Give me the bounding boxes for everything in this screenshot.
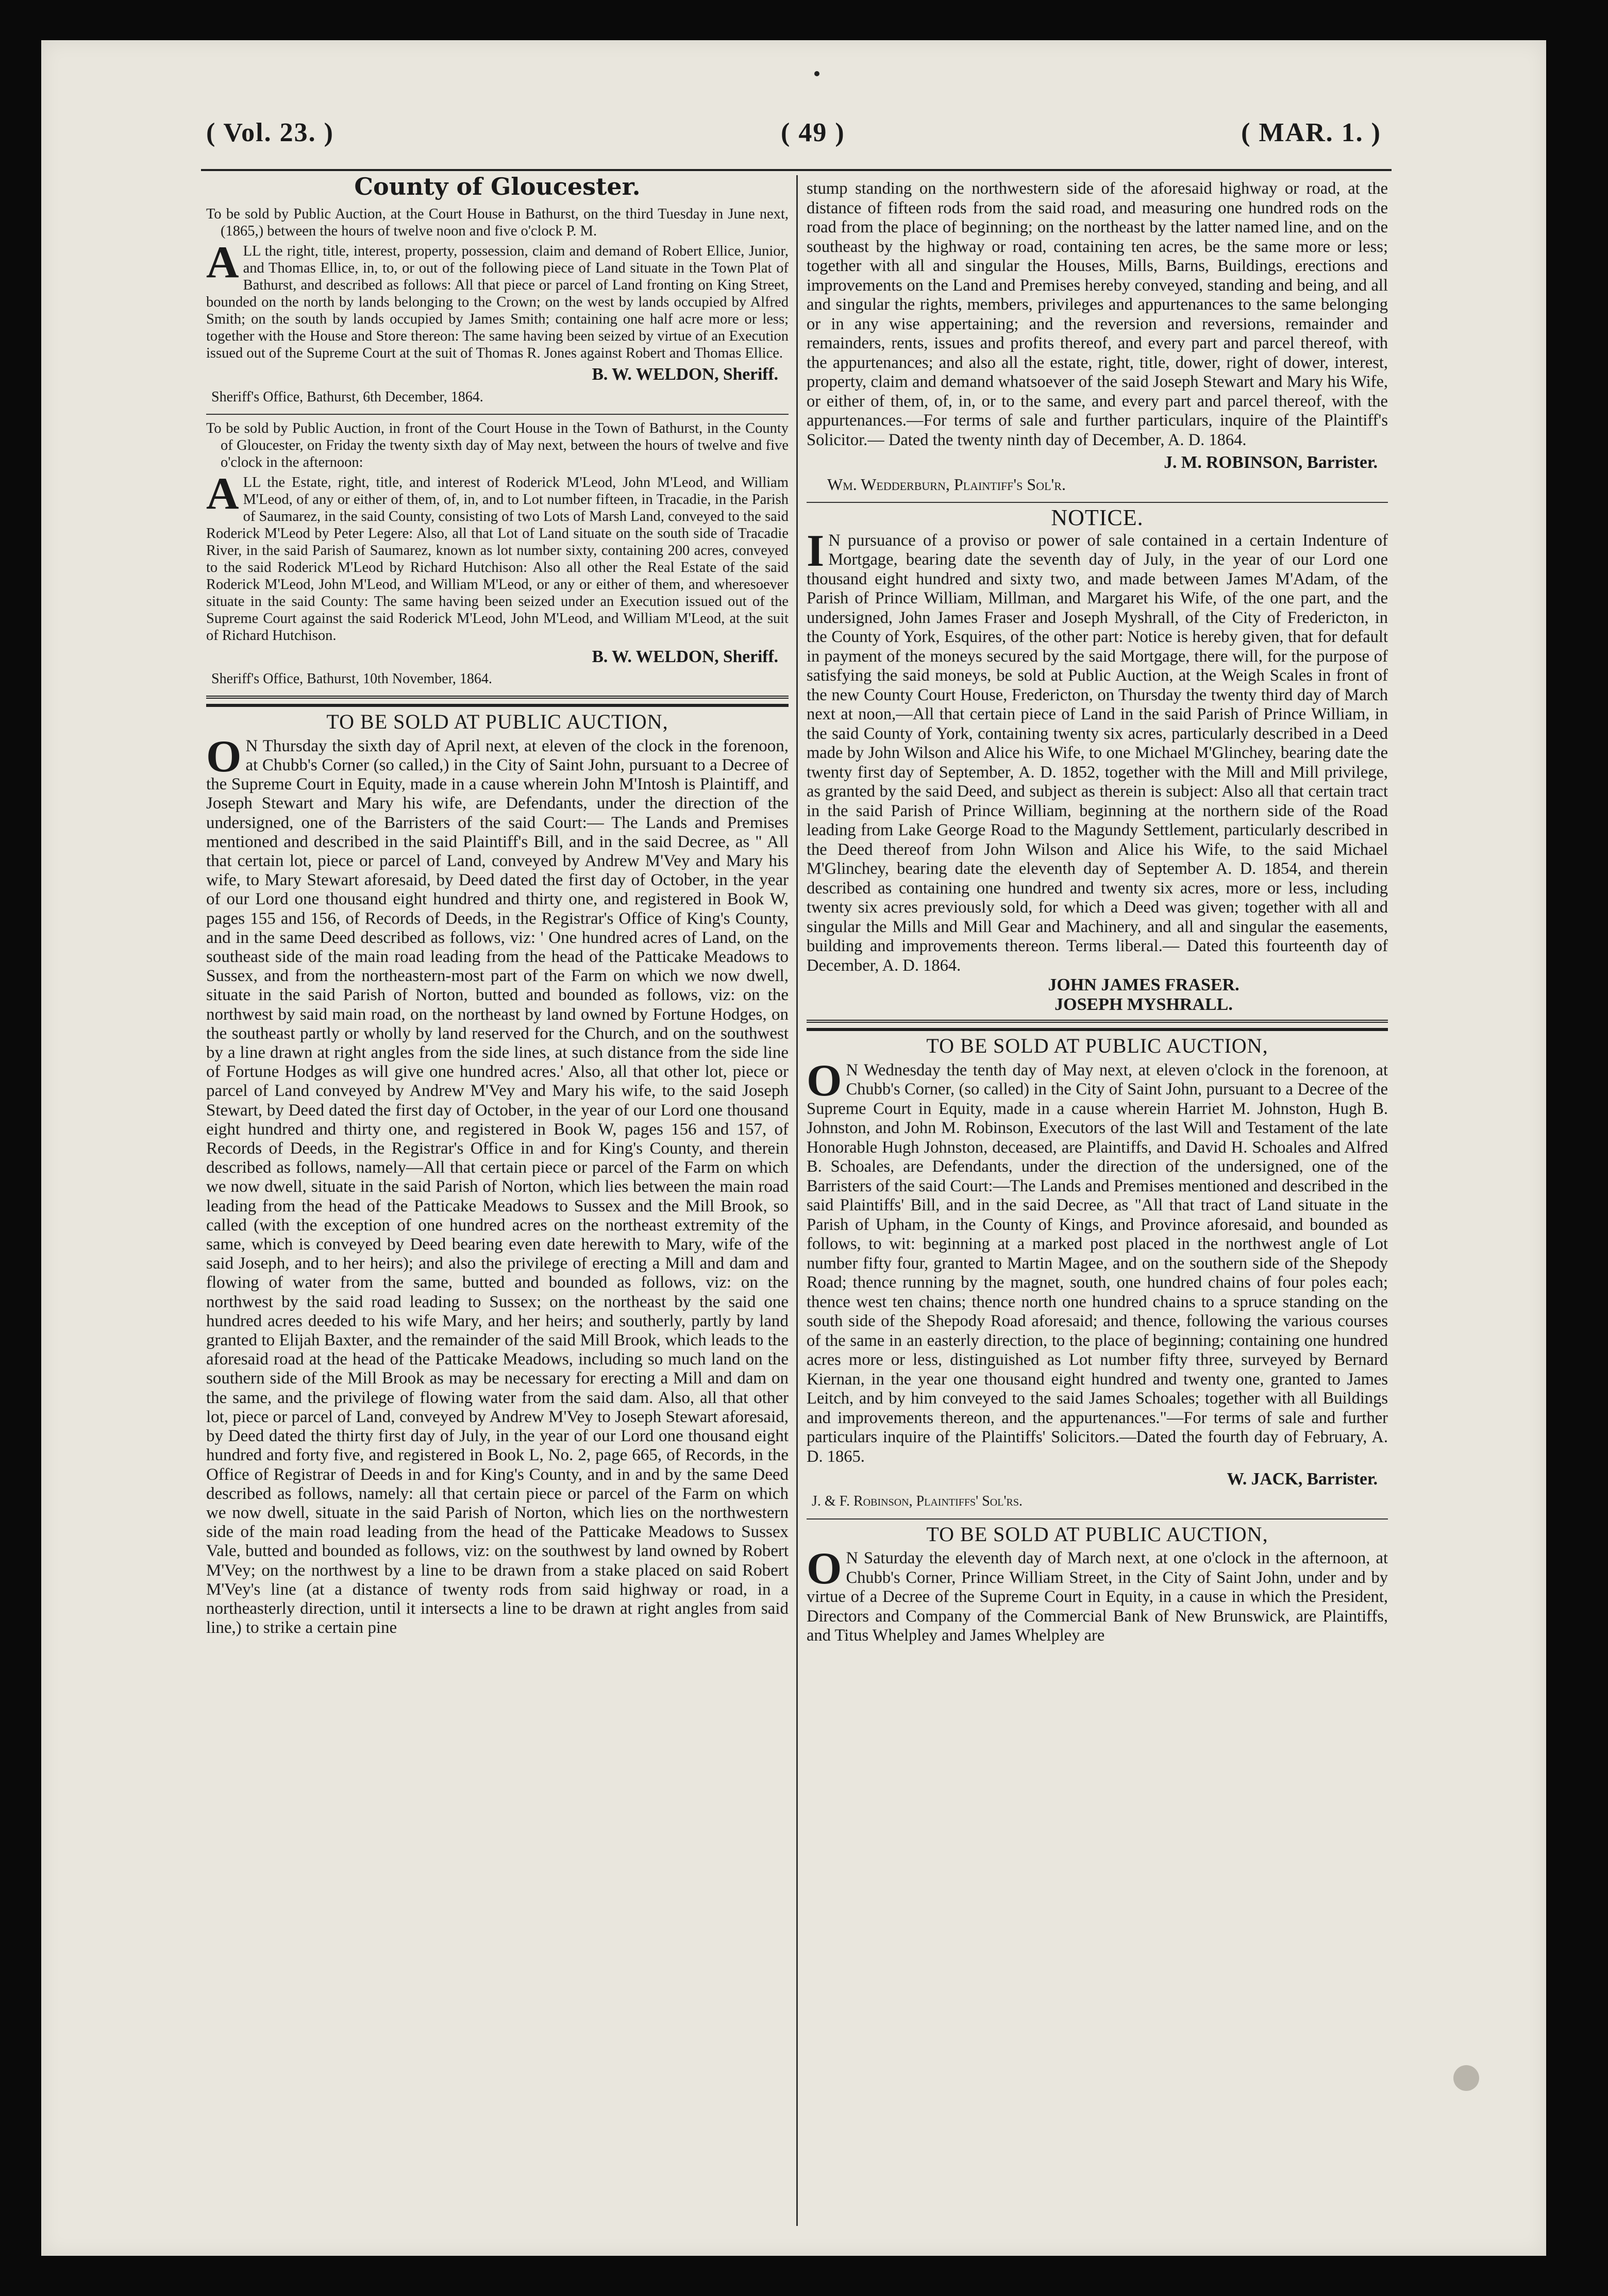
ad3-solicitor: Wm. Wedderburn, Plaintiff's Sol'r. <box>827 475 1066 494</box>
column-divider <box>796 175 798 2226</box>
ad2-body <box>206 468 789 644</box>
county-title: County of Gloucester. <box>354 173 641 200</box>
ad2-text: LL the Estate, right, title, and interest of Roderick M'Leod, John M'Leod, and William M'Leod, of any or either of them, of, in, and to Lot number fifteen, in Tracadie, in the Parish of Saumarez, in the said County, consisting of two Lots of Marsh Land, conveyed to the said Roderick M'Leod by Peter Legere: Also, all that Lot of Land situate on the south side of Tracadie River, in the said Parish of Saumarez, known as lot number sixty, containing 200 acres, conveyed to the said Roderick M'Leod by Richard Hutchison: Also all other the Real Estate of the said Roderick M'Leod, John M'Leod, and William M'Leod, or any or either of them, and wheresoever situate in the said County: The same having been seized under an Execution issued out of the Supreme Court against the said Roderick M'Leod, John M'Leod, and William M'Leod, at the suit of Richard Hutchison. <box>206 474 789 644</box>
ad5-dropcap: O <box>807 1544 842 1594</box>
ad2-intro: To be sold by Public Auction, in front of the Court House in the Town of Bathurst, in the County of Gloucester, on Friday the twenty sixth day of May next, between the hours of twelve and five o'clock in the afternoon: <box>206 420 789 470</box>
ad1-divider <box>206 414 789 415</box>
ad5-body <box>807 1544 1388 1646</box>
right-column <box>807 179 1388 1646</box>
ad5-title: TO BE SOLD AT PUBLIC AUCTION, <box>926 1522 1268 1546</box>
ad3-body <box>206 731 789 1638</box>
ad4-divider <box>807 1518 1388 1520</box>
ad3-text: N Thursday the sixth day of April next, at eleven of the clock in the forenoon, at Chubb's Corner (so called,) in the City of Saint John, pursuant to a Decree of the Supreme Court in Equity, made in a cause wherein John M'Intosh is Plaintiff, and Joseph Stewart and Mary his wife, are Defendants, under the direction of the undersigned, one of the Barristers of the said Court:— The Lands and Premises mentioned and described in the said Plaintiff's Bill, and in the said Decree, as " All that certain lot, piece or parcel of Land, conveyed by Andrew M'Vey and Mary his wife, to Mary Stewart aforesaid, by Deed dated the first day of October, in the year of our Lord one thousand eight hundred and thirty one, and registered in Book W, pages 155 and 156, of Records of Deeds, in the Registrar's Office of King's County, and in the same Deed described as follows, viz: ' One hundred acres of Land, on the southeast side of the main road leading from the head of the Patticake Meadows to Sussex, and from the northeastern-most part of the Farm on which we now dwell, situate in the said Parish of Norton, butted and bounded as follows, viz: on the northwest by said main road, on the northeast by land owned by Fortune Hodges, on the southeast partly or wholly by land reserved for the Church, and on the southwest by a line drawn at right angles from the side lines, at such distance from the side line of Fortune Hodges as will give one hundred acres.' Also, all that other lot, piece or parcel of Land conveyed by Andrew M'Vey and Mary his wife, to the said Joseph Stewart, by Deed dated the first day of October, in the year of our Lord one thousand eight hundred and thirty one, and registered in Book W, pages 156 and 157, of Records of Deeds, in the Registrar's Office in and for King's County, and therein described as follows, namely—All that certain piece or parcel of the Farm on which we now dwell, situate in the said Parish of Norton, which lies between the main road leading from the head of the Patticake Meadows to Sussex and the Mill Brook, so called (with the exception of one hundred acres on the northeast extremity of the same, which is conveyed by Deed bearing even date herewith to Mary, wife of the said Joseph, and to her heirs); and also the privilege of erecting a Mill and dam and flowing of water from the same, butted and bounded as follows, viz: on the northwest by the said road leading to Sussex; on the northeast by the said one hundred acres deeded to his wife Mary, and her heirs; and southerly, partly by land granted to Elijah Baxter, and the remainder of the said Mill Brook, which leads to the aforesaid road at the head of the Patticake Meadows, including so much land on the southern side of the Mill Brook as may be necessary for erecting a Mill and dam on the same, and the privilege of flowing water from the said dam. Also, all that other lot, piece or parcel of Land, conveyed by Andrew M'Vey to Joseph Stewart aforesaid, by Deed dated the thirty first day of July, in the year of our Lord one thousand eight hundred and forty five, and registered in Book L, No. 2, page 665, of Records, in the Office of Registrar of Deeds in and for King's County, and in and by the same Deed described as follows, namely: all that certain piece or parcel of the Farm on which we now dwell, situate in the said Parish of Norton, which lies on the northwestern side of the main road leading from the head of the Patticake Meadows to Sussex Vale, butted and bounded as follows, viz: on the southwest by land owned by Robert M'Vey; on the northwest by a line to be drawn from a stake placed on said Robert M'Vey's line (at a distance of twenty rods from said highway or road, in a northeasterly direction, until it intersects a line to be drawn at right angles from said line,) to strike a certain pine <box>206 736 789 1637</box>
notice-dropcap: I <box>807 526 825 576</box>
header-rule <box>201 169 1392 171</box>
ad1-intro: To be sold by Public Auction, at the Court House in Bathurst, on the third Tuesday in June next, (1865,) between the hours of twelve noon and five o'clock P. M. <box>206 206 789 240</box>
ad4-dropcap: O <box>807 1055 842 1106</box>
ad4-body <box>807 1055 1388 1467</box>
notice-signature-2: JOSEPH MYSHRALL. <box>1054 995 1233 1015</box>
ad2-dropcap: A <box>206 468 239 519</box>
ad1-office: Sheriff's Office, Bathurst, 6th December, 1864. <box>211 389 483 405</box>
left-column <box>206 175 789 1637</box>
ad3-dropcap: O <box>206 731 242 782</box>
ad4-solicitor: J. & F. Robinson, Plaintiffs' Sol'rs. <box>812 1493 1023 1510</box>
ad4-text: N Wednesday the tenth day of May next, at eleven o'clock in the forenoon, at Chubb's Corner, (so called) in the City of Saint John, pursuant to a Decree of the Supreme Court in Equity, made in a cause wherein Harriet M. Johnston, Hugh B. Johnston, and John M. Robinson, Executors of the last Will and Testament of the late Honorable Hugh Johnston, deceased, are Plaintiffs, and David H. Schoales and Alfred B. Schoales, are Defendants, under the direction of the undersigned, one of the Barristers of the said Court:—The Lands and Premises mentioned and described in the said Plaintiffs' Bill, and in the said Decree, as "All that tract of Land situate in the Parish of Upham, in the County of Kings, and Province aforesaid, and bounded as follows, to wit: beginning at a marked post placed in the northwest angle of Lot number fifty four, granted to Martin Magee, and on the southern side of the Shepody Road; thence running by the magnet, south, one hundred chains of four poles each; thence west ten chains; thence north one hundred chains to a spruce standing on the south side of the Shepody Road aforesaid; and thence, following the various courses of the same in an easterly direction, to the place of beginning; containing one hundred acres more or less, distinguished as Lot number fifty three, surveyed by Bernard Kiernan, in the year one thousand eight hundred and twenty one, granted to James Leitch, and by him conveyed to the said James Schoales; together with all Buildings and improvements thereon, and the appurtenances."—For terms of sale and further particulars inquire of the Plaintiffs' Solicitors.—Dated the fourth day of February, A. D. 1865. <box>807 1060 1388 1466</box>
ad1-signature: B. W. WELDON, Sheriff. <box>592 365 778 384</box>
ad3-continuation: stump standing on the northwestern side of the aforesaid highway or road, at the distance of fifteen rods from the said road, and measuring one hundred rods on the road from the place of beginning; on the northeast by the latter named line, and on the southeast by the highway or road, containing ten acres, be the same more or less; together with all and singular the Houses, Mills, Barns, Buildings, erections and improvements on the Land and Premises hereby conveyed, standing and being, and all and singular the rights, members, privileges and appurtenances to the same belonging or in any wise appertaining; and the reversion and reversions, remainder and remainders, rents, issues and profits thereof, and every part and parcel thereof, with the appurtenances; and also all the estate, right, title, dower, right of dower, interest, property, claim and demand whatsoever of the said Joseph Stewart and Mary his Wife, or either of them, of, in, or to the same, and every part and parcel thereof, with the appurtenances.—For terms of sale and further particulars, inquire of the Plaintiff's Solicitor.— Dated the twenty ninth day of December, A. D. 1864. <box>807 179 1388 449</box>
ad3-title: TO BE SOLD AT PUBLIC AUCTION, <box>326 710 668 734</box>
ink-dot <box>814 71 819 76</box>
ad3-divider <box>807 502 1388 503</box>
notice-signature-1: JOHN JAMES FRASER. <box>1048 975 1239 995</box>
gazette-page <box>41 40 1546 2256</box>
ad4-title: TO BE SOLD AT PUBLIC AUCTION, <box>926 1034 1268 1058</box>
notice-body <box>807 526 1388 976</box>
ad2-divider <box>206 696 789 707</box>
page-header <box>129 117 1459 159</box>
ad2-signature: B. W. WELDON, Sheriff. <box>592 647 778 666</box>
notice-text: N pursuance of a proviso or power of sale contained in a certain Indenture of Mortgage, bearing date the seventh day of July, in the year of our Lord one thousand eight hundred and sixty two, and made between James M'Adam, of the Parish of Prince William, Millman, and Margaret his Wife, of the one part, and the undersigned, John James Fraser and Joseph Myshrall, of the City of Fredericton, in the County of York, Esquires, of the other part: Notice is hereby given, that for default in payment of the moneys secured by the said Mortgage, there will, for the purpose of satisfying the said moneys, be sold at Public Auction, at the Weigh Scales in front of the new County Court House, Fredericton, on Thursday the twenty third day of March next at noon,—All that certain piece of Land in the said Parish of Prince William, in the said County of York, containing twenty six acres, particularly described in a Deed made by John Wilson and Alice his Wife, to one Michael M'Glinchey, bearing date the twenty first day of September, A. D. 1852, together with the Mill and Mill privilege, as granted by the said Deed, and subject as therein is subject: Also all that certain tract in the said Parish of Prince William, beginning at the northern side of the Road leading from Lake George Road to the Magundy Settlement, particularly described in the Deed thereof from John Wilson and Alice his Wife, to the said Michael M'Glinchey, bearing date the eleventh day of September A. D. 1854, and therein described as containing one hundred and twenty six acres, more or less, including twenty six acres previously sold, for which a Deed was given; together with all and singular the Mills and Mill Gear and Machinery, and all and singular the easements, building and improvements thereon. Terms liberal.— Dated this fourteenth day of December, A. D. 1864. <box>807 531 1388 975</box>
ad1-dropcap: A <box>206 238 239 288</box>
page-number: ( 49 ) <box>781 118 845 147</box>
ad5-text: N Saturday the eleventh day of March next, at one o'clock in the afternoon, at Chubb's Corner, Prince William Street, in the City of Saint John, under and by virtue of a Decree of the Supreme Court in Equity, in a cause in which the President, Directors and Company of the Commercial Bank of New Brunswick, are Plaintiffs, and Titus Whelpley and James Whelpley are <box>807 1549 1388 1645</box>
ad4-signature: W. JACK, Barrister. <box>1227 1470 1378 1489</box>
notice-divider <box>807 1020 1388 1031</box>
ad1-body <box>206 238 789 362</box>
ad1-text: LL the right, title, interest, property, possession, claim and demand of Robert Ellice, Junior, and Thomas Ellice, in, to, or out of the following piece of Land situate in the Town Plat of Bathurst, and described as follows: All that piece or parcel of Land fronting on King Street, bounded on the north by lands belonging to the Crown; on the west by lands occupied by Alfred Smith; on the south by lands occupied by James Smith; containing one half acre more or less; together with the House and Store thereon: The same having been seized by virtue of an Execution issued out of the Supreme Court at the suit of Thomas R. Jones against Robert and Thomas Ellice. <box>206 243 789 362</box>
ad3-signature: J. M. ROBINSON, Barrister. <box>1164 453 1378 472</box>
ad2-office: Sheriff's Office, Bathurst, 10th November, 1864. <box>211 671 492 687</box>
volume-label: ( Vol. 23. ) <box>206 118 334 147</box>
paper-speck <box>1453 2065 1479 2091</box>
notice-title: NOTICE. <box>1051 504 1144 530</box>
issue-date: ( MAR. 1. ) <box>1241 118 1381 147</box>
